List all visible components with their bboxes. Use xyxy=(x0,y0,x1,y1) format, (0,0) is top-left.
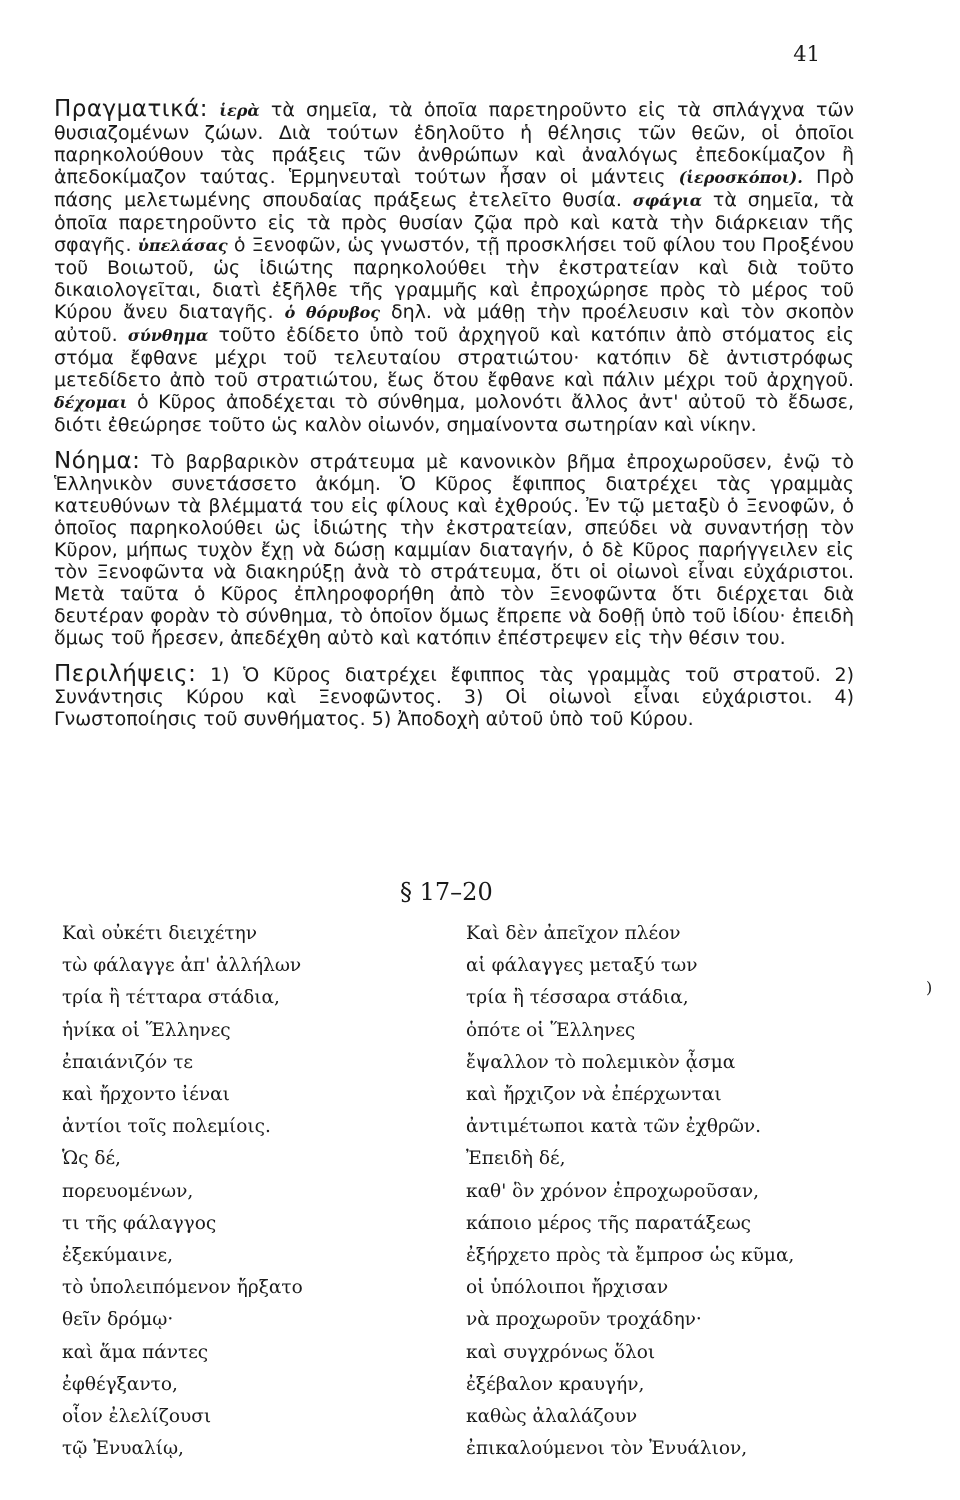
ancient-text-line: ἀντίοι τοῖς πολεμίοις. xyxy=(62,1116,271,1138)
translation-line: τρία ἢ τέσσαρα στάδια, xyxy=(466,987,689,1009)
ancient-text-line: ἡνίκα οἱ Ἕλληνες xyxy=(62,1019,231,1041)
translation-line: αἱ φάλαγγες μεταξύ των xyxy=(466,955,698,977)
ancient-text-line: οἷον ἐλελίζουσι xyxy=(62,1406,212,1428)
translation-column xyxy=(466,918,886,1465)
translation-line: ἐξέβαλον κραυγήν, xyxy=(466,1373,645,1395)
ancient-text-line: Ὡς δέ, xyxy=(62,1148,121,1170)
ancient-text-line: τῷ Ἐνυαλίῳ, xyxy=(62,1438,184,1460)
gloss-text: Πρὸ πάσης μελετωμένης σπουδαίας πράξεως ἐτελεῖτο θυσία. xyxy=(54,166,855,211)
translation-line: ἀντιμέτωποι κατὰ τῶν ἐχθρῶν. xyxy=(466,1116,762,1138)
pragmatika-heading: Πραγματικά: xyxy=(54,96,209,122)
gloss-term: δέχομαι xyxy=(54,393,128,412)
translation-line: Καὶ δὲν ἀπεῖχον πλέον xyxy=(466,923,681,944)
ancient-text-column xyxy=(62,918,402,1465)
gloss-text: δηλ. νὰ μάθῃ τὴν προέλευσιν καὶ τὸν σκοπὸν αὐτοῦ. xyxy=(54,301,854,346)
perilipseis-heading: Περιλήψεις: xyxy=(54,661,197,687)
ancient-text-line: ἐφθέγξαντο, xyxy=(62,1373,178,1395)
gloss-text: ὁ Κῦρος ἀποδέχεται τὸ σύνθημα, μολονότι ἄλλος ἀντ' αὐτοῦ τὸ ἔδωσε, διότι ἐθεώρησε τοῦτο ὡς καλὸν οἰωνόν, σημαίνοντα σωτηρίαν καὶ νίκην. xyxy=(54,391,854,436)
translation-line: ὁπότε οἱ Ἕλληνες xyxy=(466,1019,636,1041)
noema-text: Τὸ βαρβαρικὸν στράτευμα μὲ κανονικὸν βῆμα ἐπροχωροῦσεν, ἐνῷ τὸ Ἑλληνικὸν συνετάσσετο ἀκόμη. Ὁ Κῦρος ἔφιππος διατρέχει τὰς γραμμὰς κατευθύνων τὰ βλέμματά του εἰς φίλους καὶ ἐχθρούς. Ἐν τῷ μεταξὺ ὁ Ξενοφῶν, ὁ ὁποῖος παρηκολούθει ὡς ἰδιώτης τὴν ἐκστρατείαν, σπεύδει νὰ συναντήσῃ τὸν Κῦρον, μήπως τυχὸν ἔχῃ νὰ δώσῃ καμμίαν διαταγήν, ὁ δὲ Κῦρος παρήγγειλεν εἰς τὸν Ξενοφῶντα νὰ διακηρύξῃ ἀνὰ τὸ στράτευμα, ὅτι οἱ οἰωνοὶ εἶναι εὐχάριστοι. Μετὰ ταῦτα ὁ Κῦρος ἐπληροφορήθη ἀπὸ τὸν Ξενοφῶντα ὅτι διέρχεται διὰ δευτέραν φορὰν τὸ σύνθημα, τὸ ὁποῖον ὅμως ἔπρεπε νὰ δοθῇ ὑπὸ τοῦ ἰδίου· ἐπειδὴ ὅμως τοῦ ἤρεσεν, ἀπεδέχθη αὐτὸ καὶ κατόπιν ἐπέστρεψεν εἰς τὴν θέσιν του. xyxy=(54,451,854,649)
translation-line: κάποιο μέρος τῆς παρατάξεως xyxy=(466,1212,752,1234)
gloss-text: τοῦτο ἐδίδετο ὑπὸ τοῦ ἀρχηγοῦ καὶ κατόπιν ἀπὸ στόματος εἰς στόμα ἔφθανε μέχρι τοῦ τελευταίου στρατιώτου· κατόπιν δὲ ἀντιστρόφως μετεδίδετο ἀπὸ τοῦ στρατιώτου, ἕως ὅτου ἔφθανε καὶ πάλιν μέχρι τοῦ ἀρχηγοῦ. xyxy=(54,324,855,391)
gloss-term: ἱερὰ xyxy=(219,101,260,120)
translation-line: καθὼς ἀλαλάζουν xyxy=(466,1406,638,1428)
translation-line: καὶ συγχρόνως ὅλοι xyxy=(466,1341,656,1363)
translation-line: ἐπικαλούμενοι τὸν Ἐνυάλιον, xyxy=(466,1438,748,1460)
ancient-text-line: καὶ ἤρχοντο ἰέναι xyxy=(62,1084,230,1106)
perilipseis-text: 1) Ὁ Κῦρος διατρέχει ἔφιππος τὰς γραμμὰς τοῦ στρατοῦ. 2) Συνάντησις Κύρου καὶ Ξενοφῶντος. 3) Οἱ οἰωνοὶ εἶναι εὐχάριστοι. 4) Γνωστοποίησις τοῦ συνθήματος. 5) Ἀποδοχὴ αὐτοῦ ὑπὸ τοῦ Κύρου. xyxy=(54,664,854,730)
ancient-text-line: Καὶ οὐκέτι διειχέτην xyxy=(62,923,257,944)
gloss-text: τὰ σημεῖα, τὰ ὁποῖα παρετηροῦντο εἰς τὰ σπλάγχνα τῶν θυσιαζομένων ζώων. Διὰ τούτων ἐδηλοῦτο ἡ θέλησις τῶν θεῶν, οἱ ὁποῖοι παρηκολούθουν τὰς πράξεις τῶν ἀνθρώπων καὶ ἀναλόγως ἐπεδοκίμαζον ἢ ἀπεδοκίμαζον ταύτας. Ἑρμηνευταὶ τούτων ἦσαν οἱ μάντεις xyxy=(54,99,854,188)
translation-line: ἔψαλλον τὸ πολεμικὸν ᾆσμα xyxy=(466,1051,736,1073)
commentary xyxy=(54,98,854,744)
translation-line: Ἐπειδὴ δέ, xyxy=(466,1148,566,1170)
noema-heading: Νόημα: xyxy=(54,448,141,474)
ancient-text-line: ἐξεκύμαινε, xyxy=(62,1245,173,1267)
page-number: 41 xyxy=(793,42,820,66)
ancient-text-line: τρία ἢ τέτταρα στάδια, xyxy=(62,987,280,1009)
translation-line: καὶ ἤρχιζον νὰ ἐπέρχωνται xyxy=(466,1084,722,1106)
gloss-text: ὁ Ξενοφῶν, ὡς γνωστόν, τῇ προσκλήσει τοῦ φίλου του Προξένου τοῦ Βοιωτοῦ, ὡς ἰδιώτης παρηκολούθει τὴν ἐκστρατείαν καὶ διὰ τοῦτο δικαιολογεῖται, διατὶ ἐξῆλθε τῆς γραμμῆς καὶ ἐπροχώρησε πρὸς τὸ μέρος τοῦ Κύρου ἄνευ διαταγῆς. xyxy=(54,234,854,323)
ancient-text-line: πορευομένων, xyxy=(62,1180,194,1202)
translation-line: ἐξήρχετο πρὸς τὰ ἔμπροσ ὡς κῦμα, xyxy=(466,1245,795,1267)
gloss-text: τὰ σημεῖα, τὰ ὁποῖα παρετηροῦντο εἰς τὰ πρὸς θυσίαν ζῷα πρὸ καὶ κατὰ τὴν διάρκειαν τῆς σφαγῆς. xyxy=(54,189,854,256)
perilipseis-paragraph xyxy=(54,663,854,730)
noema-paragraph xyxy=(54,450,854,649)
ancient-text-line: ἐπαιάνιζόν τε xyxy=(62,1051,193,1073)
translation-line: καθ' ὃν χρόνον ἐπροχωροῦσαν, xyxy=(466,1180,760,1202)
ancient-text-line: καὶ ἅμα πάντες xyxy=(62,1341,209,1363)
translation-line: οἱ ὑπόλοιποι ἤρχισαν xyxy=(466,1277,669,1299)
gloss-term: (ἱεροσκόποι). xyxy=(678,168,803,187)
ancient-text-line: τὸ ὑπολειπόμενον ἤρξατο xyxy=(62,1277,303,1299)
ancient-text-line: τι τῆς φάλαγγος xyxy=(62,1212,217,1234)
ancient-text-line: θεῖν δρόμῳ· xyxy=(62,1309,174,1331)
gloss-term: ὑπελάσας xyxy=(137,236,228,255)
section-heading: § 17–20 xyxy=(400,878,493,906)
ancient-text-line: τὼ φάλαγγε ἀπ' ἀλλήλων xyxy=(62,955,302,977)
margin-mark: ) xyxy=(926,978,933,997)
translation-line: νὰ προχωροῦν τροχάδην· xyxy=(466,1309,702,1331)
pragmatika-body xyxy=(54,99,854,436)
gloss-term: ὁ θόρυβος xyxy=(284,303,380,322)
gloss-term: σφάγια xyxy=(632,191,702,210)
pragmatika-paragraph xyxy=(54,98,854,436)
gloss-term: σύνθημα xyxy=(127,326,209,345)
